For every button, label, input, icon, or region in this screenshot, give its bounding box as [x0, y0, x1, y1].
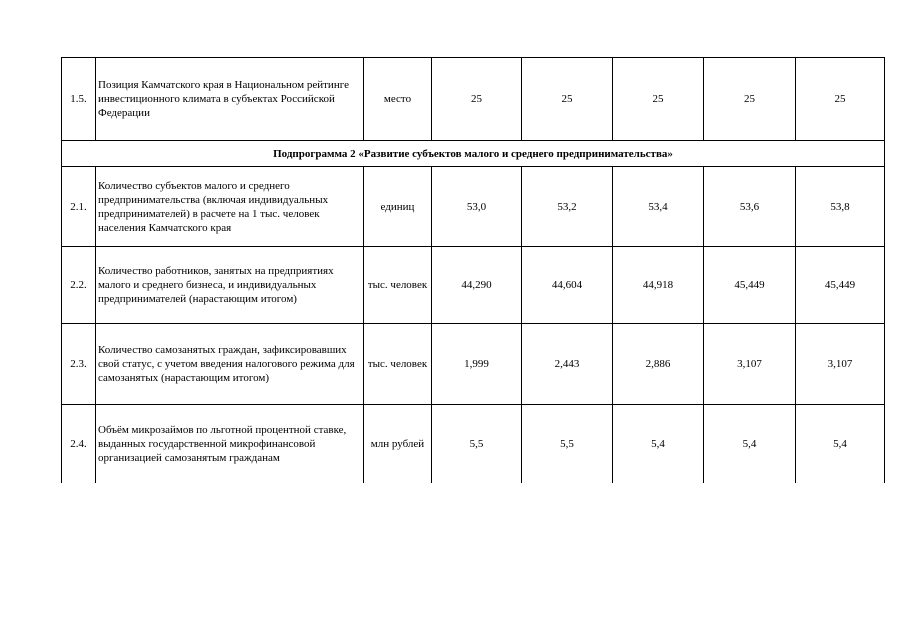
table-row — [62, 405, 885, 483]
row-number: 2.1. — [62, 167, 96, 247]
indicator-name: Количество самозанятых граждан, зафиксировавших свой статус, с учетом введения налогового режима для самозанятых (нарастающим итогом) — [96, 324, 364, 405]
row-number: 2.2. — [62, 247, 96, 324]
value-cell: 25 — [432, 58, 522, 141]
unit-of-measure: место — [364, 58, 432, 141]
indicator-name: Количество субъектов малого и среднего предпринимательства (включая индивидуальных предпринимателей) в расчете на 1 тыс. человек населения Камчатского края — [96, 167, 364, 247]
indicator-name: Позиция Камчатского края в Национальном рейтинге инвестиционного климата в субъектах Российской Федерации — [96, 58, 364, 141]
value-cell: 5,5 — [522, 405, 613, 483]
value-cell: 25 — [613, 58, 704, 141]
indicators-table — [61, 57, 885, 483]
value-cell: 45,449 — [796, 247, 885, 324]
row-number: 2.4. — [62, 405, 96, 483]
row-number: 1.5. — [62, 58, 96, 141]
value-cell: 1,999 — [432, 324, 522, 405]
unit-of-measure: млн рублей — [364, 405, 432, 483]
unit-of-measure: тыс. человек — [364, 324, 432, 405]
value-cell: 44,918 — [613, 247, 704, 324]
value-cell: 2,886 — [613, 324, 704, 405]
value-cell: 25 — [796, 58, 885, 141]
value-cell: 53,0 — [432, 167, 522, 247]
value-cell: 25 — [522, 58, 613, 141]
value-cell: 2,443 — [522, 324, 613, 405]
value-cell: 45,449 — [704, 247, 796, 324]
value-cell: 53,6 — [704, 167, 796, 247]
value-cell: 5,4 — [704, 405, 796, 483]
value-cell: 5,4 — [613, 405, 704, 483]
table-row — [62, 247, 885, 324]
row-number: 2.3. — [62, 324, 96, 405]
value-cell: 53,2 — [522, 167, 613, 247]
value-cell: 53,8 — [796, 167, 885, 247]
value-cell: 5,4 — [796, 405, 885, 483]
value-cell: 25 — [704, 58, 796, 141]
table-row — [62, 324, 885, 405]
value-cell: 44,290 — [432, 247, 522, 324]
indicator-name: Количество работников, занятых на предприятиях малого и среднего бизнеса, и индивидуальных предпринимателей (нарастающим итогом) — [96, 247, 364, 324]
value-cell: 53,4 — [613, 167, 704, 247]
value-cell: 5,5 — [432, 405, 522, 483]
value-cell: 3,107 — [704, 324, 796, 405]
table-row — [62, 58, 885, 141]
table-row — [62, 167, 885, 247]
unit-of-measure: тыс. человек — [364, 247, 432, 324]
indicator-name: Объём микрозаймов по льготной процентной ставке, выданных государственной микрофинансовой организацией самозанятым гражданам — [96, 405, 364, 483]
subprogram-title: Подпрограмма 2 «Развитие субъектов малого и среднего предпринимательства» — [62, 141, 885, 167]
subprogram-header-row — [62, 141, 885, 167]
unit-of-measure: единиц — [364, 167, 432, 247]
value-cell: 44,604 — [522, 247, 613, 324]
value-cell: 3,107 — [796, 324, 885, 405]
